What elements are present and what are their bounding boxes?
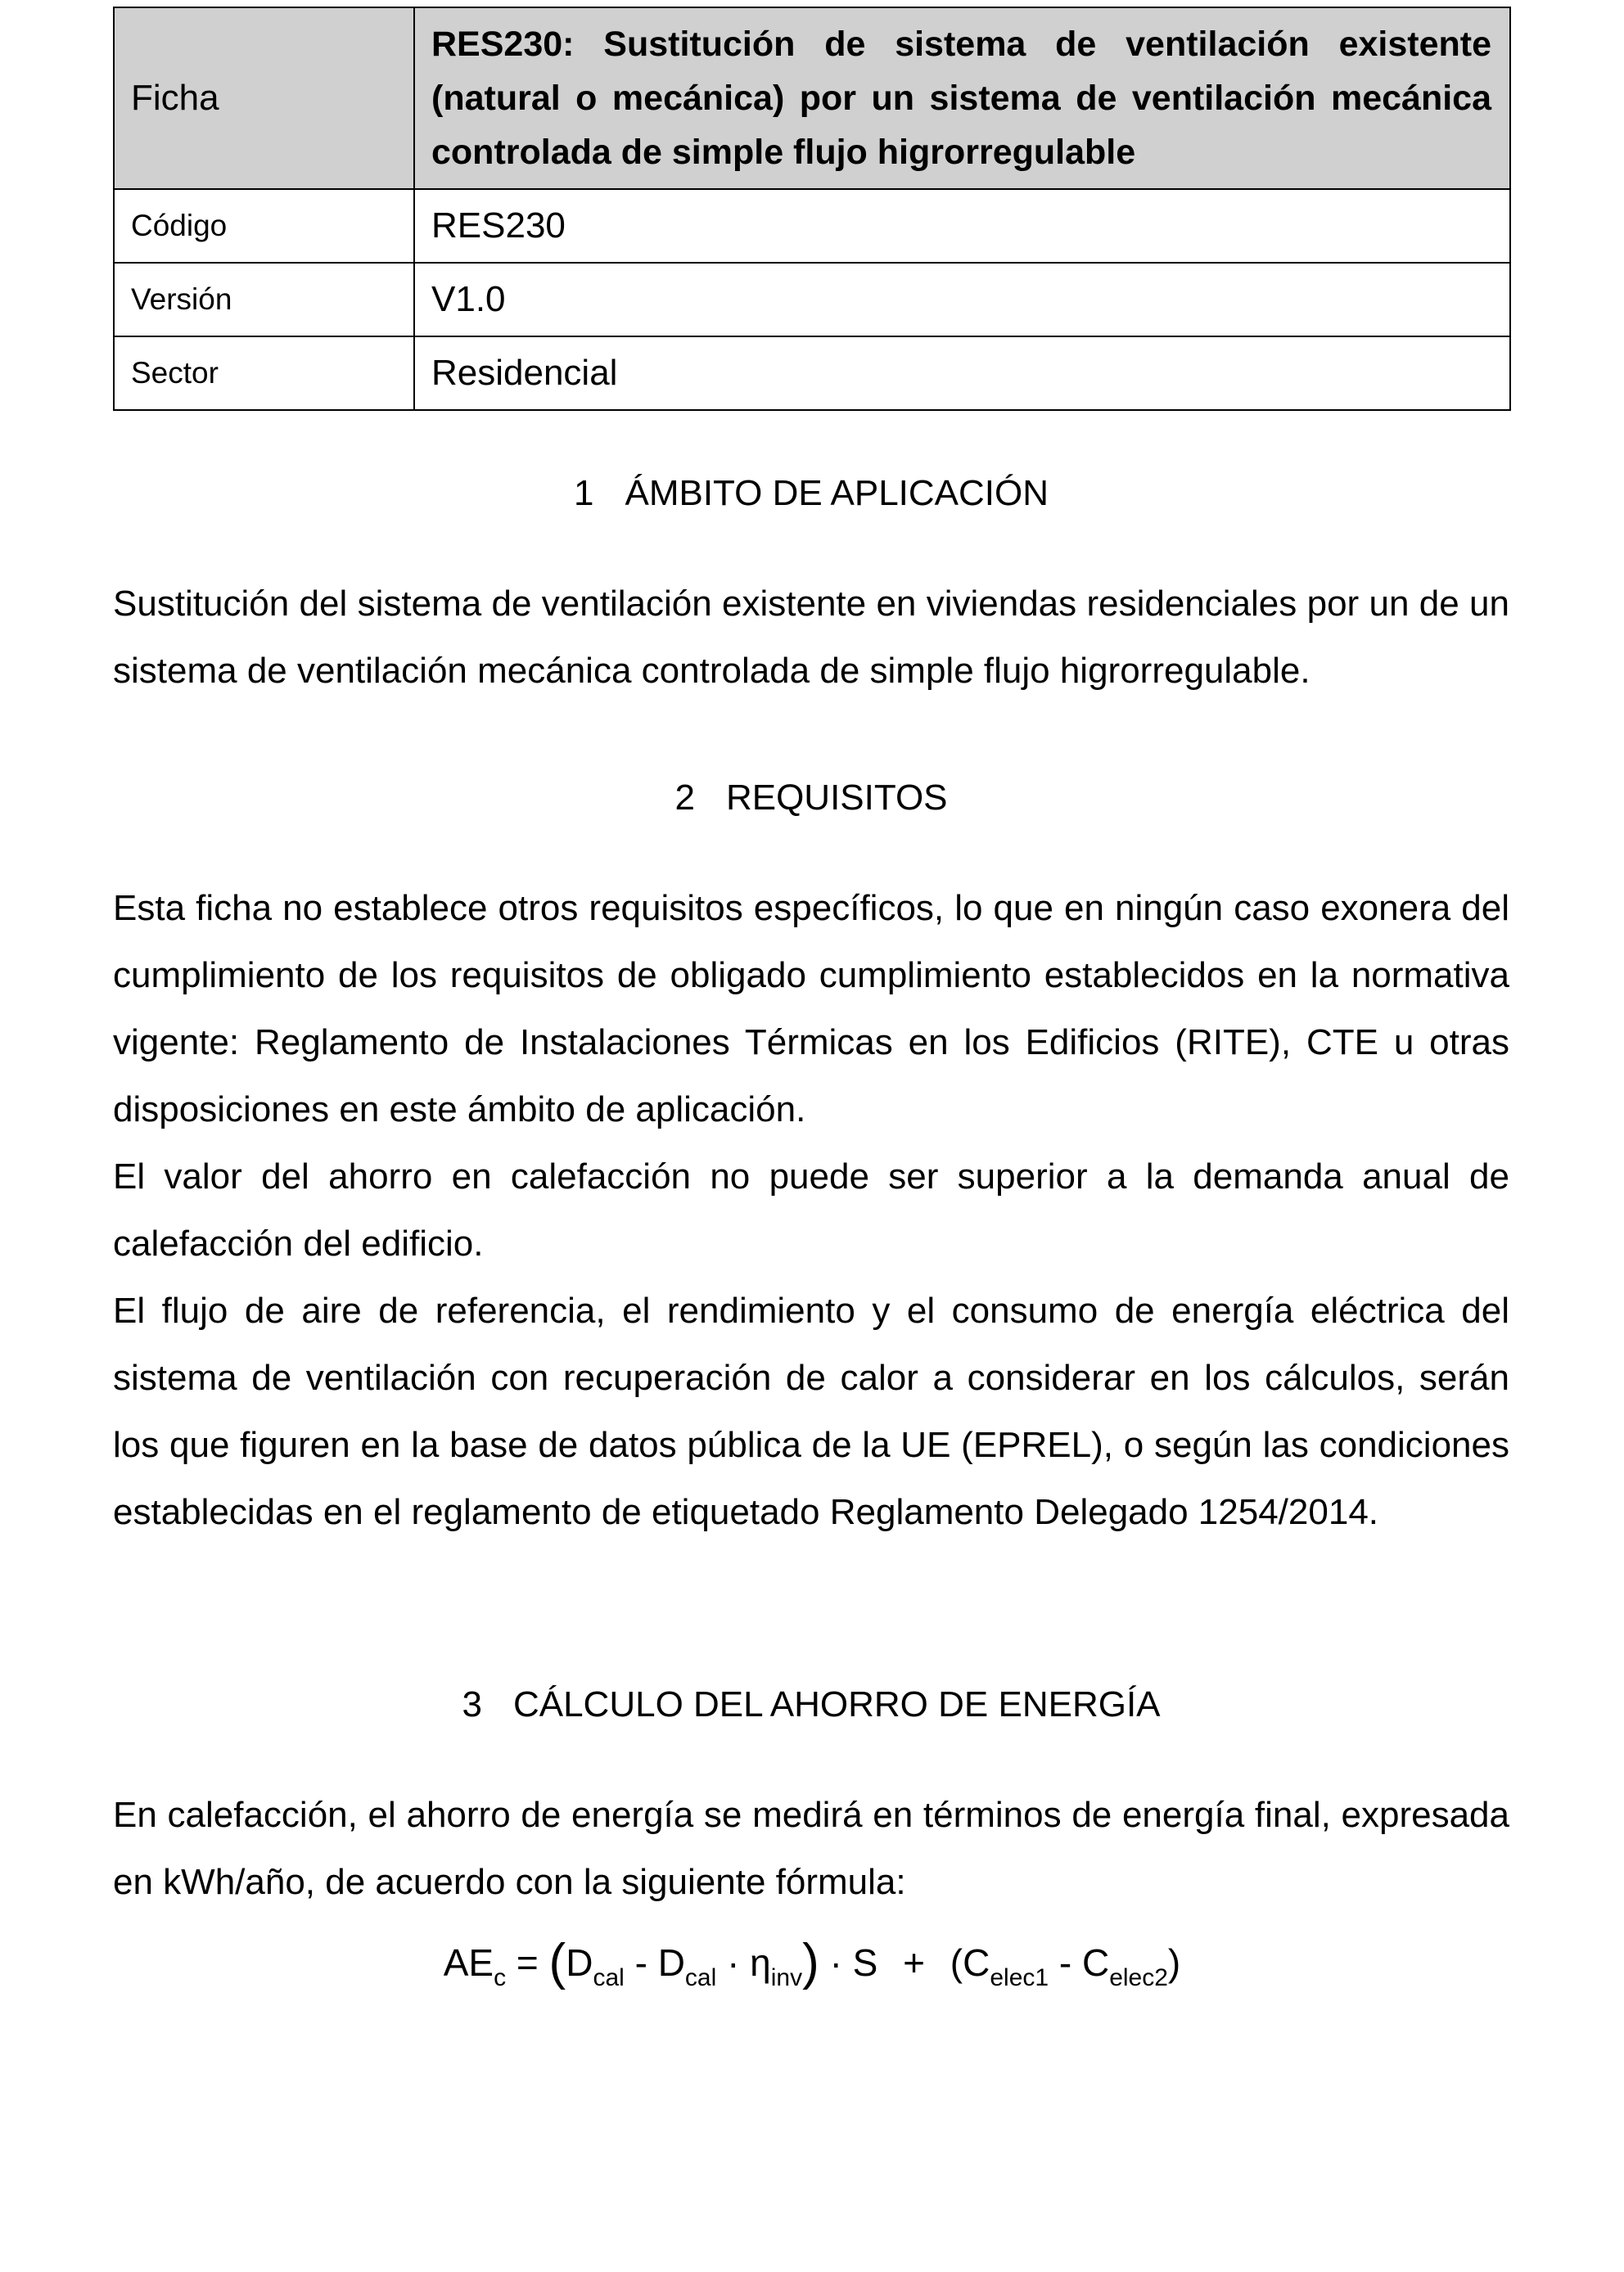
formula-d-cal-2-subscript: cal xyxy=(684,1964,717,1991)
section-number: 3 xyxy=(462,1684,482,1724)
table-row-version xyxy=(114,263,1510,336)
ficha-table xyxy=(113,7,1511,411)
formula-ae: AE xyxy=(443,1941,494,1984)
formula-minus-2: - xyxy=(1058,1941,1072,1984)
formula-c-elec2: C xyxy=(1081,1941,1110,1984)
formula-c-elec1-subscript: elec1 xyxy=(990,1964,1049,1991)
formula-d-cal-subscript: cal xyxy=(593,1964,625,1991)
formula-s: S xyxy=(852,1941,878,1984)
section-3-heading xyxy=(113,1684,1509,1725)
formula-open-paren-2: ( xyxy=(950,1941,963,1984)
formula-ae-subscript: c xyxy=(494,1964,507,1991)
paragraph: Sustitución del sistema de ventilación existente en viviendas residenciales por un de un sistema de ventilación mecánica controlada de simple flujo higrorregulable. xyxy=(113,584,1509,691)
codigo-label: Código xyxy=(114,189,414,263)
section-1-heading xyxy=(113,473,1509,514)
version-label: Versión xyxy=(114,263,414,336)
version-value: V1.0 xyxy=(414,263,1510,336)
ficha-title: RES230: Sustitución de sistema de ventilación existente (natural o mecánica) por un sistema de ventilación mecánica controlada de simple flujo higrorregulable xyxy=(414,7,1510,189)
formula-eta-subscript: inv xyxy=(770,1964,803,1991)
paragraph: En calefacción, el ahorro de energía se medirá en términos de energía final, expresada en kWh/año, de acuerdo con la siguiente fórmula: xyxy=(113,1795,1509,1902)
section-3-body xyxy=(113,1782,1509,1916)
codigo-value: RES230 xyxy=(414,189,1510,263)
ficha-label: Ficha xyxy=(114,7,414,189)
section-number: 1 xyxy=(573,473,594,513)
section-title: REQUISITOS xyxy=(725,778,948,818)
section-2-heading xyxy=(113,778,1509,818)
formula-open-paren: ( xyxy=(548,1934,566,1990)
paragraph: Esta ficha no establece otros requisitos específicos, lo que en ningún caso exonera del cumplimiento de los requisitos de obligado cumplimiento establecidos en la normativa vigente: Reglamento de Instalaciones Térmicas en los Edificios (RITE), CTE u otras disposiciones en este ámbito de aplicación. xyxy=(113,888,1509,1129)
formula-equals: = xyxy=(516,1941,539,1984)
formula-dot-2: · xyxy=(829,1941,842,1984)
formula-d-cal-2: D xyxy=(657,1941,685,1984)
formula-minus: - xyxy=(634,1941,647,1984)
section-title: ÁMBITO DE APLICACIÓN xyxy=(625,473,1049,513)
formula-c-elec2-subscript: elec2 xyxy=(1109,1964,1168,1991)
sector-label: Sector xyxy=(114,336,414,410)
section-2-body xyxy=(113,875,1509,1546)
sector-value: Residencial xyxy=(414,336,1510,410)
formula-c-elec1: C xyxy=(963,1941,990,1984)
table-row-sector xyxy=(114,336,1510,410)
table-row-codigo xyxy=(114,189,1510,263)
section-1-body xyxy=(113,570,1509,705)
paragraph: El flujo de aire de referencia, el rendimiento y el consumo de energía eléctrica del sistema de ventilación con recuperación de calor a considerar en los cálculos, serán los que figuren en la base de datos pública de la UE (EPREL), o según las condiciones establecidas en el reglamento de etiquetado Reglamento Delegado 1254/2014. xyxy=(113,1291,1509,1532)
formula-eta: η xyxy=(750,1941,771,1984)
formula-close-paren-2: ) xyxy=(1167,1941,1181,1984)
formula-close-paren: ) xyxy=(802,1934,819,1990)
paragraph: El valor del ahorro en calefacción no puede ser superior a la demanda anual de calefacción del edificio. xyxy=(113,1156,1509,1264)
ficha-header-row xyxy=(114,7,1510,189)
section-number: 2 xyxy=(674,778,695,818)
formula-dot: · xyxy=(727,1941,740,1984)
section-title: CÁLCULO DEL AHORRO DE ENERGÍA xyxy=(512,1684,1161,1724)
energy-savings-formula xyxy=(0,1933,1624,1991)
formula-plus: + xyxy=(903,1941,926,1984)
formula-d-cal: D xyxy=(566,1941,593,1984)
